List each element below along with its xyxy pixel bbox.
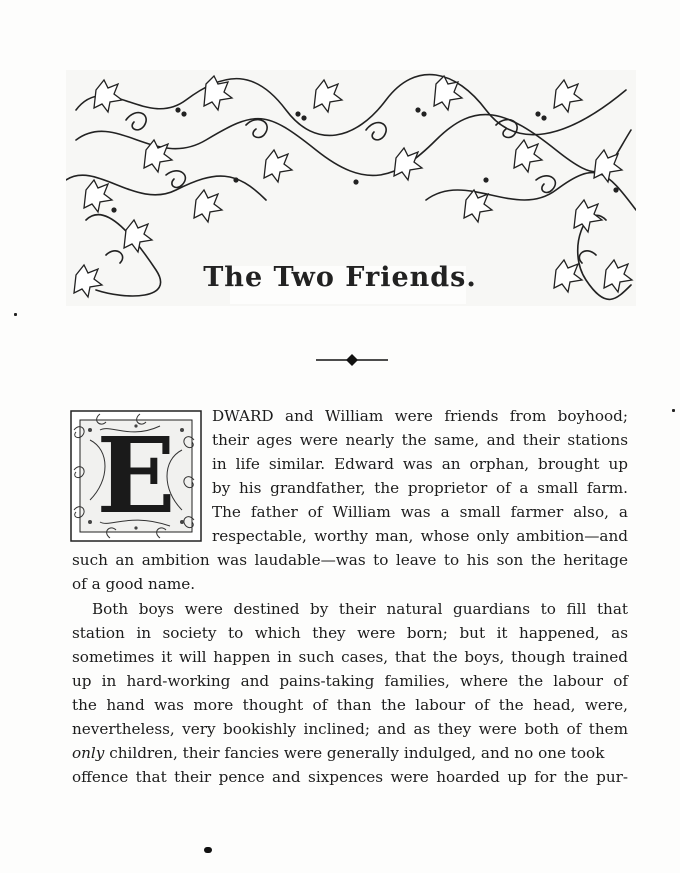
text-line: by his grandfather, the proprietor of a small farm.: [212, 479, 628, 497]
chapter-title: The Two Friends.: [203, 262, 477, 293]
text-line: DWARD and William were friends from boyhood;: [212, 407, 628, 425]
text-line: the hand was more thought of than the labour of the head, were,: [72, 696, 628, 714]
italic-word: only: [72, 744, 105, 762]
text-line: station in society to which they were born; but it happened, as: [72, 624, 628, 642]
text-line: respectable, worthy man, whose only ambition—and: [212, 527, 628, 545]
text-line: nevertheless, very bookishly inclined; and as they were both of them: [72, 720, 628, 738]
diamond-rule-ornament-icon: [314, 352, 390, 366]
ornate-initial-frame-icon: [70, 410, 202, 542]
text-line: Both boys were destined by their natural guardians to fill that: [92, 600, 628, 618]
text-line: sometimes it will happen in such cases, that the boys, though trained: [72, 648, 628, 666]
drop-cap-letter: E: [96, 414, 176, 537]
ink-mark: [204, 847, 212, 853]
line-rest: children, their fancies were generally indulged, and no one took: [104, 744, 605, 762]
text-line: such an ambition was laudable—was to leave to his son the heritage: [72, 551, 628, 569]
text-line: offence that their pence and sixpences were hoarded up for the pur-: [72, 768, 628, 786]
ink-speck: [14, 313, 17, 316]
text-line: of a good name.: [72, 575, 196, 593]
text-line: up in hard-working and pains-taking families, where the labour of: [72, 672, 628, 690]
ink-speck: [672, 409, 675, 412]
text-line: their ages were nearly the same, and their stations: [212, 431, 628, 449]
text-line-with-italic: [72, 742, 628, 764]
text-line: The father of William was a small farmer also, a: [212, 503, 628, 521]
text-line: in life similar. Edward was an orphan, brought up: [212, 455, 628, 473]
